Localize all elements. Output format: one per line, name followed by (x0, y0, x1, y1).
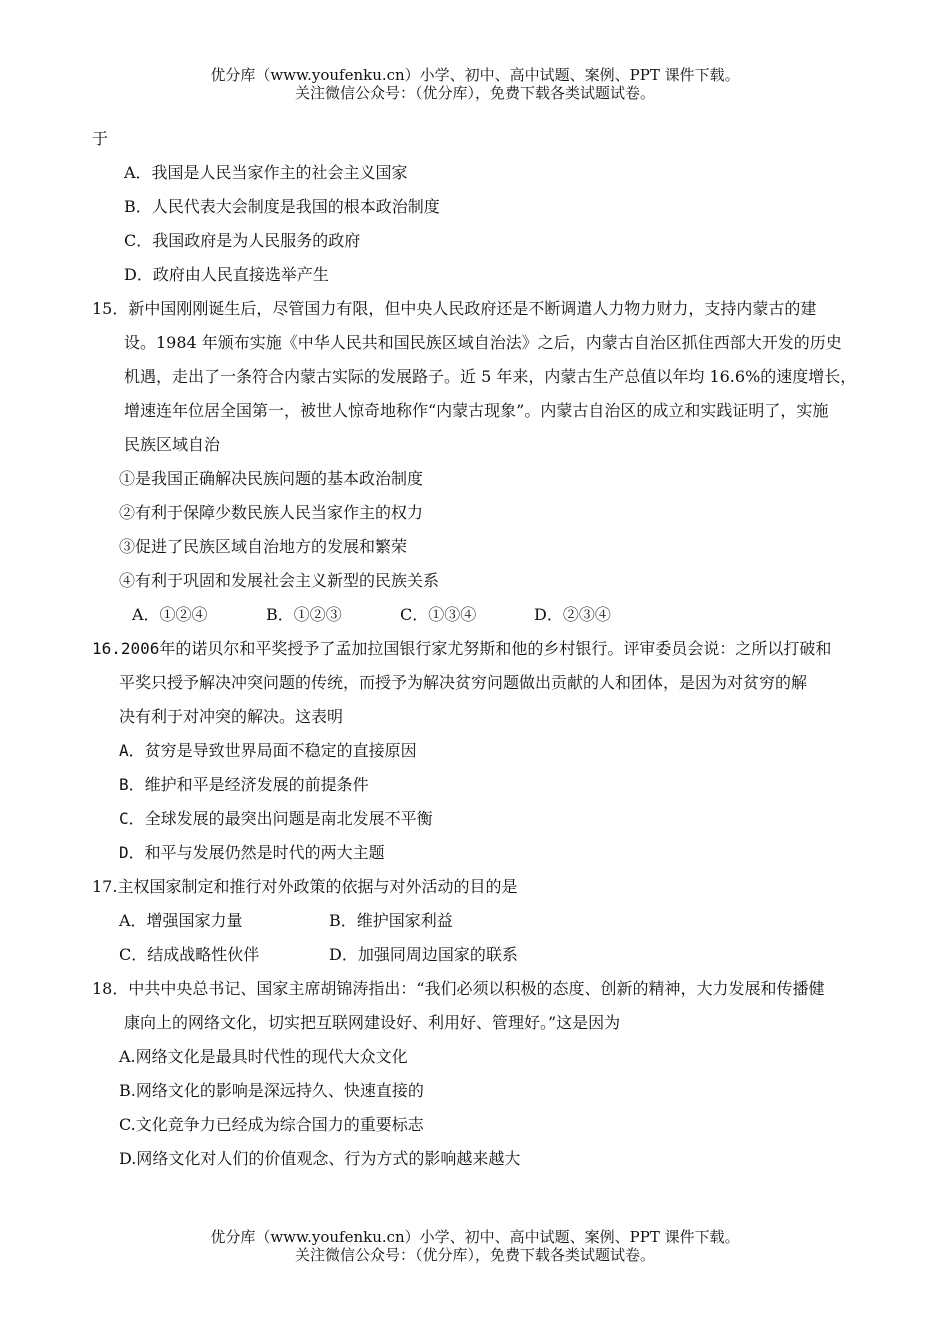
q16-option-c: C．全球发展的最突出问题是南北发展不平衡 (119, 809, 433, 828)
q15-stem-line: 民族区域自治 (124, 435, 221, 454)
q17-option-c: C．结成战略性伙伴 (119, 945, 260, 964)
q17-option-a: A．增强国家力量 (119, 911, 243, 930)
q16-stem-line: 平奖只授予解决冲突问题的传统，而授予为解决贫穷问题做出贡献的人和团体，是因为对贫穷的解 (119, 673, 808, 692)
q15-option-c: C．①③④ (400, 605, 477, 624)
q17-stem: 17.主权国家制定和推行对外政策的依据与对外活动的目的是 (92, 877, 518, 896)
q18-stem-line: 康向上的网络文化，切实把互联网建设好、利用好、管理好。”这是因为 (124, 1013, 621, 1032)
page-header (0, 66, 950, 102)
q18-option-d: D.网络文化对人们的价值观念、行为方式的影响越来越大 (119, 1149, 521, 1168)
q14-option-d: D．政府由人民直接选举产生 (124, 265, 329, 284)
question-16 (92, 632, 872, 870)
question-18 (92, 972, 872, 1176)
q18-option-a: A.网络文化是最具时代性的现代大众文化 (119, 1047, 408, 1066)
q15-option-d: D．②③④ (534, 605, 611, 624)
q18-stem-line: 18．中共中央总书记、国家主席胡锦涛指出：“我们必须以积极的态度、创新的精神，大力发展和传播健 (92, 979, 825, 998)
q14-option-b: B．人民代表大会制度是我国的根本政治制度 (124, 197, 440, 216)
q16-option-d: D．和平与发展仍然是时代的两大主题 (119, 843, 385, 862)
q14-stem-tail: 于 (92, 129, 109, 148)
header-line-2: 关注微信公众号：（优分库），免费下载各类试题试卷。 (294, 84, 655, 102)
q17-options-row-2 (92, 938, 872, 972)
header-line-1: 优分库（www.youfenku.cn）小学、初中、高中试题、案例、PPT 课件下载。 (210, 66, 740, 84)
q17-options-row-1 (92, 904, 872, 938)
q15-item-2: ②有利于保障少数民族人民当家作主的权力 (119, 503, 424, 522)
q18-option-c: C.文化竞争力已经成为综合国力的重要标志 (119, 1115, 424, 1134)
q16-option-a: A．贫穷是导致世界局面不稳定的直接原因 (119, 741, 417, 760)
q16-stem-line: 决有利于对冲突的解决。这表明 (119, 707, 344, 726)
exam-content (92, 122, 872, 1176)
q15-options (92, 598, 872, 632)
q14-option-c: C．我国政府是为人民服务的政府 (124, 231, 361, 250)
q17-option-b: B．维护国家利益 (329, 911, 453, 930)
q15-stem-line: 设。1984 年颁布实施《中华人民共和国民族区域自治法》之后，内蒙古自治区抓住西部大开发的历史 (124, 333, 842, 352)
q15-item-3: ③促进了民族区域自治地方的发展和繁荣 (119, 537, 408, 556)
q14-option-a: A．我国是人民当家作主的社会主义国家 (124, 163, 408, 182)
footer-line-1: 优分库（www.youfenku.cn）小学、初中、高中试题、案例、PPT 课件下载。 (210, 1228, 740, 1246)
q17-option-d: D．加强同周边国家的联系 (329, 945, 518, 964)
q15-option-b: B．①②③ (266, 605, 342, 624)
q15-stem-line: 增速连年位居全国第一，被世人惊奇地称作“内蒙古现象”。内蒙古自治区的成立和实践证明了，实施 (124, 401, 829, 420)
q15-item-1: ①是我国正确解决民族问题的基本政治制度 (119, 469, 424, 488)
q15-stem-line: 机遇，走出了一条符合内蒙古实际的发展路子。近 5 年来，内蒙古生产总值以年均 16.6%的速度增长， (124, 367, 857, 386)
q15-stem-line: 15．新中国刚刚诞生后，尽管国力有限，但中央人民政府还是不断调遣人力物力财力，支持内蒙古的建 (92, 299, 817, 318)
q16-option-b: B．维护和平是经济发展的前提条件 (119, 775, 369, 794)
page-footer (0, 1228, 950, 1264)
question-14 (92, 122, 872, 292)
footer-line-2: 关注微信公众号：（优分库），免费下载各类试题试卷。 (294, 1246, 655, 1264)
q15-item-4: ④有利于巩固和发展社会主义新型的民族关系 (119, 571, 440, 590)
q18-option-b: B.网络文化的影响是深远持久、快速直接的 (119, 1081, 424, 1100)
q15-option-a: A．①②④ (132, 605, 208, 624)
question-15 (92, 292, 872, 632)
q16-stem-line: 16.2006年的诺贝尔和平奖授予了孟加拉国银行家尤努斯和他的乡村银行。评审委员会说：之所以打破和 (92, 639, 832, 658)
question-17 (92, 870, 872, 972)
